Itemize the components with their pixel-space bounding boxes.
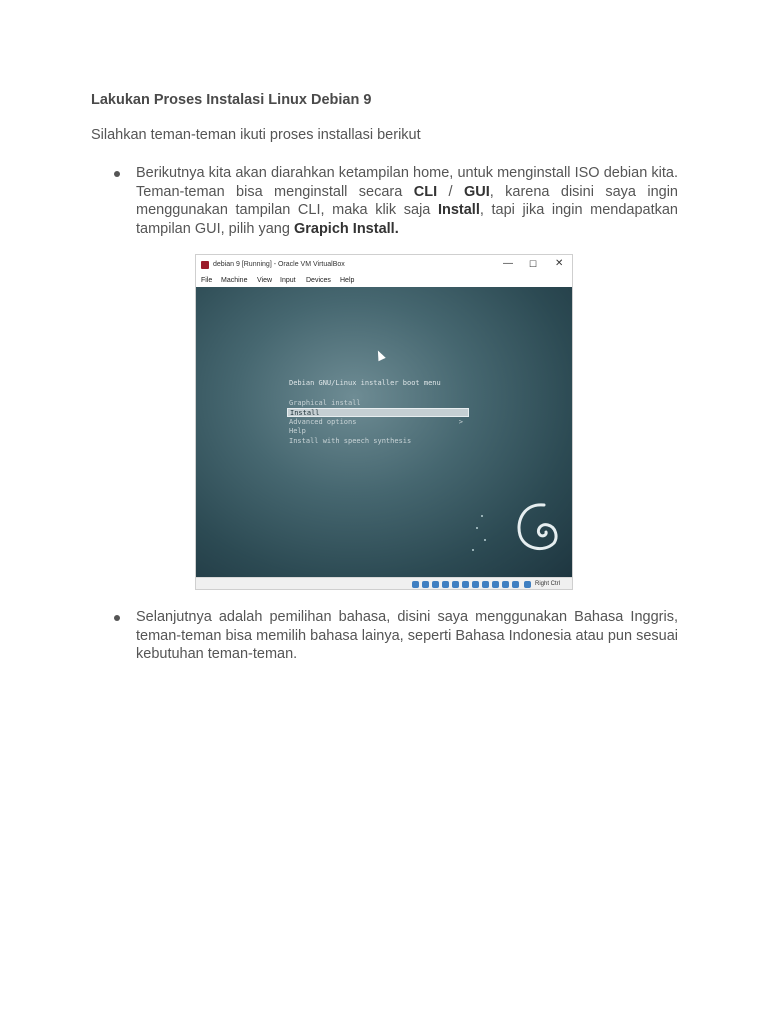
boot-item-help: Help — [289, 427, 306, 435]
hdd-icon — [412, 581, 419, 588]
audio-icon — [432, 581, 439, 588]
vbox-window-title: debian 9 [Running] - Oracle VM VirtualBox — [213, 261, 345, 268]
close-button: ✕ — [555, 258, 564, 269]
host-key-label: Right Ctrl — [535, 581, 561, 587]
minimize-button: — — [503, 258, 513, 269]
submenu-arrow-icon: > — [458, 418, 463, 426]
menu-view: View — [257, 277, 273, 284]
sparkle-dot — [472, 549, 474, 551]
keyboard-icon — [512, 581, 519, 588]
maximize-button: ☐ — [529, 259, 538, 269]
host-key-arrow-icon — [524, 581, 531, 588]
vm-screen — [196, 287, 572, 577]
bullet-text: Berikutnya kita akan diarahkan ketampilan home, untuk menginstall ISO debian kita. Teman-teman bisa menginstall secara — [136, 165, 678, 200]
bullet-dot — [114, 171, 120, 177]
cpu-icon — [492, 581, 499, 588]
optical-disk-icon — [422, 581, 429, 588]
document-heading: Lakukan Proses Instalasi Linux Debian 9 — [91, 92, 372, 108]
debian-swirl-icon — [514, 499, 558, 553]
boot-item-label: Advanced options — [289, 418, 357, 426]
vbox-status-bar — [196, 577, 572, 590]
usb-icon — [452, 581, 459, 588]
virtualbox-screenshot — [195, 254, 573, 590]
boot-item-install: Install — [287, 408, 469, 417]
boot-menu-title: Debian GNU/Linux installer boot menu — [289, 379, 441, 387]
menu-devices: Devices — [306, 277, 331, 284]
menu-help: Help — [340, 277, 355, 284]
recording-icon — [482, 581, 489, 588]
bullet-dot — [114, 615, 120, 621]
bold-cli: CLI — [413, 183, 438, 200]
bullet-item-2: Selanjutnya adalah pemilihan bahasa, disini saya menggunakan Bahasa Inggris, teman-teman bisa memilih bahasa lainya, seperti Bahasa Indonesia atau pun sesuai kebutuhan teman-teman. — [136, 609, 678, 662]
display-icon — [472, 581, 479, 588]
menu-machine: Machine — [221, 277, 248, 284]
boot-item-speech-synthesis: Install with speech synthesis — [289, 437, 412, 445]
boot-item-advanced-options — [287, 418, 469, 427]
mouse-cursor-icon — [374, 349, 385, 361]
bold-install: Install — [437, 202, 480, 218]
mouse-integration-icon — [502, 581, 509, 588]
bold-grapich-install: Grapich Install. — [293, 220, 399, 237]
shared-folder-icon — [462, 581, 469, 588]
bullet-text: , tapi jika ingin mendapatkan tampilan GUI, pilih yang — [136, 202, 678, 237]
bullet-text: , karena disini saya ingin menggunakan tampilan CLI, maka klik saja — [136, 183, 678, 218]
sparkle-dot — [484, 539, 486, 541]
boot-item-graphical-install: Graphical install — [289, 399, 361, 407]
sparkle-dot — [481, 515, 483, 517]
separator-text: / — [437, 183, 464, 200]
vbox-title-bar — [196, 255, 572, 275]
bold-gui: GUI — [463, 183, 490, 200]
network-icon — [442, 581, 449, 588]
vbox-menu-bar — [196, 275, 572, 287]
sparkle-dot — [476, 527, 478, 529]
bullet-item-1 — [136, 164, 678, 238]
menu-file: File — [201, 277, 213, 284]
menu-input: Input — [280, 277, 296, 284]
virtualbox-app-icon — [201, 261, 209, 269]
intro-paragraph: Silahkan teman-teman ikuti proses installasi berikut — [91, 127, 421, 143]
